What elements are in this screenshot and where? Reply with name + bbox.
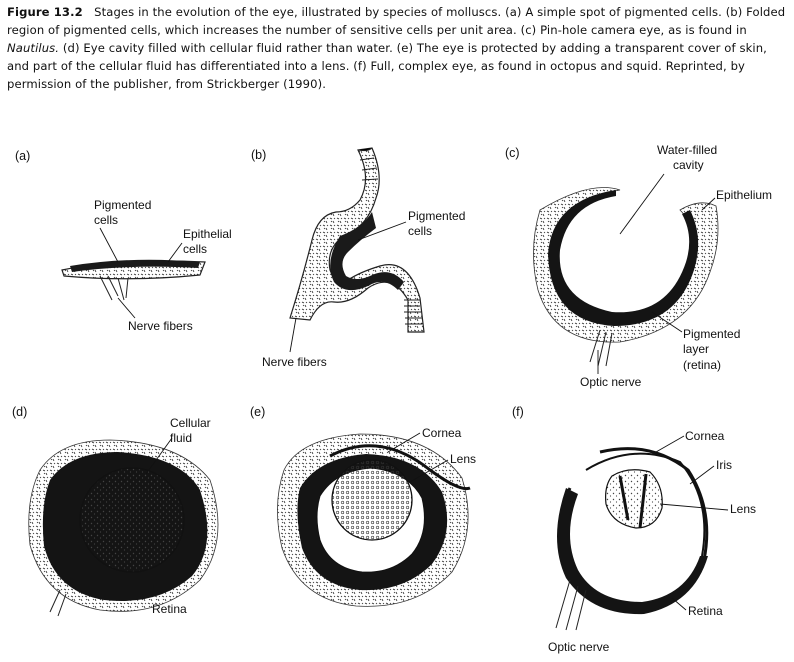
- panel-a-epithelial-cells-label: cells: [183, 242, 208, 256]
- panel-a-label: (a): [15, 149, 31, 163]
- panel-d: [12, 405, 218, 616]
- panel-d-fluid-label: fluid: [170, 431, 193, 445]
- panel-f-leader-cornea: [656, 436, 684, 452]
- panel-e-lens-label: Lens: [450, 452, 477, 466]
- panel-e: [250, 405, 476, 606]
- panel-a-leader-pigmented: [100, 228, 118, 262]
- panel-a-leader-epithelial: [168, 243, 182, 262]
- panel-f-iris-label: Iris: [716, 458, 732, 472]
- panel-c-water-label: Water-filled: [657, 143, 718, 157]
- panel-d-retina-label: Retina: [152, 602, 187, 616]
- panel-c-retina-label: (retina): [683, 358, 722, 372]
- panel-c: [505, 143, 772, 389]
- panel-e-label: (e): [250, 405, 266, 419]
- panel-b-pigmented-label: Pigmented: [408, 209, 466, 223]
- panel-a-pigmented-label: Pigmented: [94, 198, 152, 212]
- panel-b-label: (b): [251, 148, 267, 162]
- panel-d-drawing: [29, 440, 218, 616]
- panel-a-drawing: [62, 260, 205, 300]
- panel-f-lens-label: Lens: [730, 502, 757, 516]
- panel-a: [15, 149, 232, 333]
- panel-a-epithelial-label: Epithelial: [183, 227, 232, 241]
- panel-d-cellular-label: Cellular: [170, 416, 211, 430]
- panel-b-drawing: [290, 148, 424, 332]
- panel-d-label: (d): [12, 405, 28, 419]
- panel-f-retina-label: Retina: [688, 604, 723, 618]
- panel-b-nerve-label: Nerve fibers: [262, 355, 327, 369]
- panel-a-nerve-label: Nerve fibers: [128, 319, 193, 333]
- panel-b: [251, 148, 465, 369]
- panel-a-cells-label: cells: [94, 213, 119, 227]
- panel-e-cornea-label: Cornea: [422, 426, 462, 440]
- panel-c-label: (c): [505, 146, 520, 160]
- panel-c-epithelium-label: Epithelium: [716, 188, 773, 202]
- panel-f-cornea-label: Cornea: [685, 429, 725, 443]
- caption-text-1: Stages in the evolution of the eye, illustrated by species of molluscs. (a) A simple spot of pigmented cells. (b) Folded region of pigmented cells, which increases the number of sensitive cells per unit area. (c) Pin-hole camera eye, as is found in: [7, 5, 786, 37]
- panel-f-optic-label: Optic nerve: [548, 640, 610, 654]
- panel-b-leader-nerve: [290, 318, 296, 352]
- panel-c-cavity-label: cavity: [673, 158, 704, 172]
- panel-f-label: (f): [512, 405, 524, 419]
- panel-f-leader-iris: [690, 466, 714, 484]
- figure-number: Figure 13.2: [7, 5, 83, 19]
- panel-f-drawing: [556, 449, 708, 630]
- panel-c-leader-water: [620, 174, 664, 234]
- caption-text-2: (d) Eye cavity filled with cellular fluid rather than water. (e) The eye is protected by adding a transparent cover of skin, and part of the cellular fluid has differentiated into a lens. (f) Full, complex eye, as found in octopus and squid. Reprinted, by permission of the publisher, from Strickberger (1990).: [7, 41, 767, 91]
- panel-c-optic-label: Optic nerve: [580, 375, 642, 389]
- panel-c-pigmented-label: Pigmented: [683, 327, 741, 341]
- panel-c-layer-label: layer: [683, 342, 710, 356]
- caption-italic-nautilus: Nautilus.: [7, 41, 60, 55]
- panel-f-leader-retina: [672, 598, 686, 610]
- panel-e-drawing: [277, 434, 470, 606]
- panel-a-leader-nerve: [118, 298, 135, 318]
- panel-b-cells-label: cells: [408, 224, 433, 238]
- panel-f-leader-lens: [660, 504, 728, 510]
- panel-f: [512, 405, 756, 654]
